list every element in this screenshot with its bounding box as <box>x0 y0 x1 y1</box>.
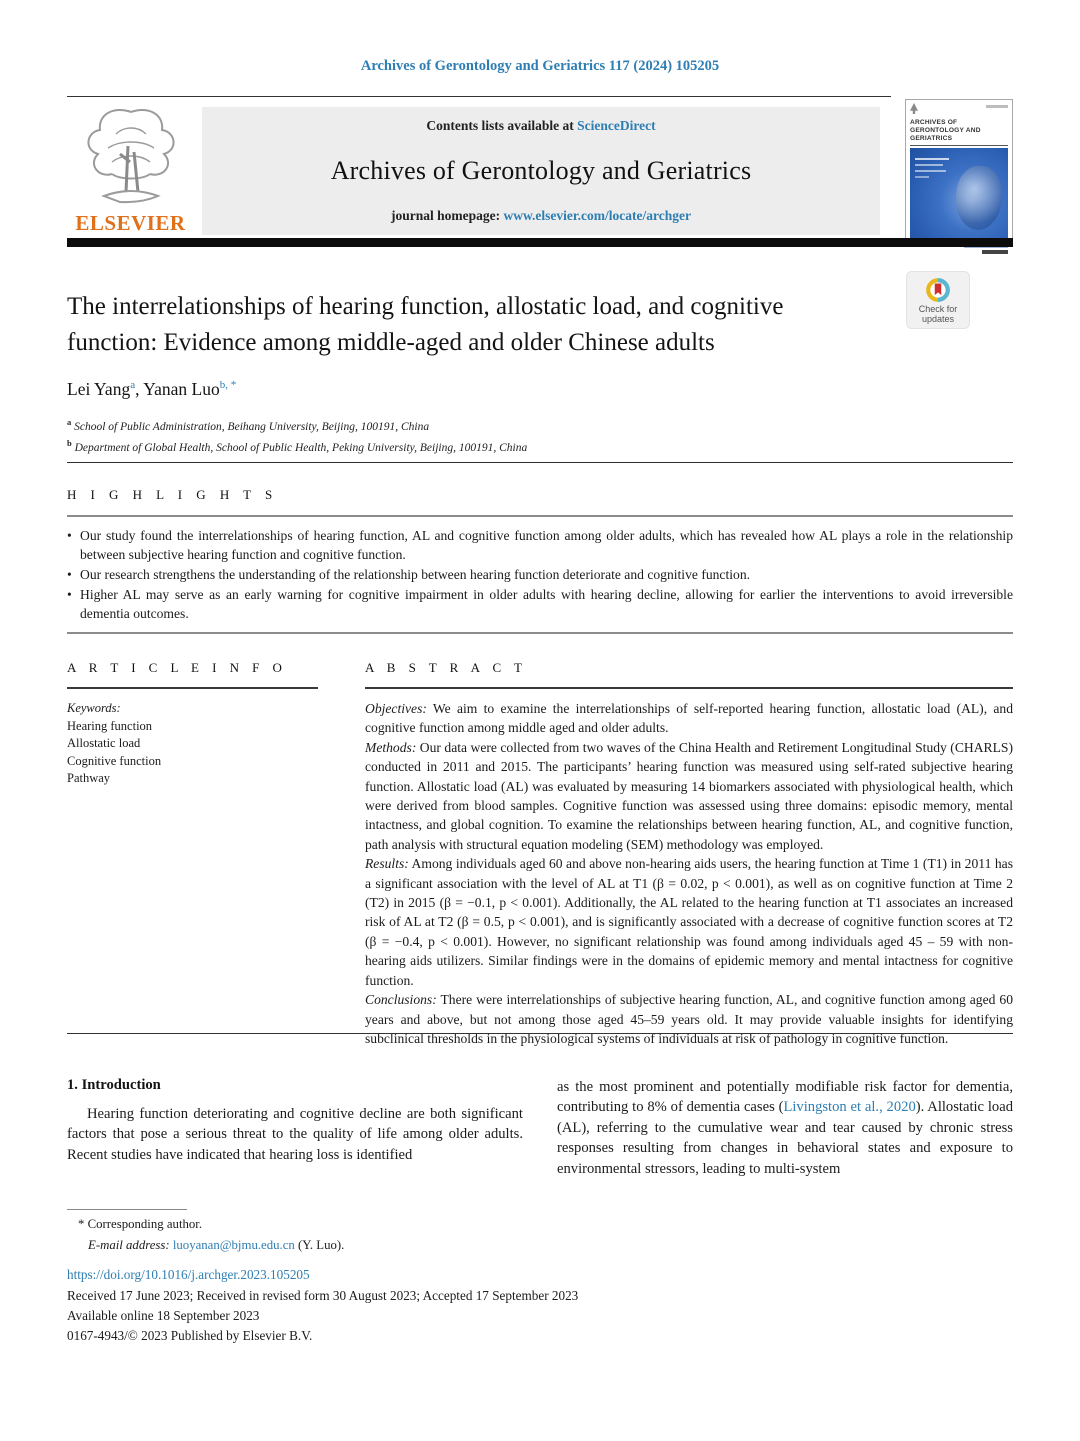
corresponding-author-note: * Corresponding author. <box>78 1217 203 1231</box>
affiliation-b: $^b$ Department of Global Health, School of Public Health, Peking University, Beijing, 100191, China <box>67 438 528 455</box>
author-affiliation-mark[interactable]: b, * <box>219 379 237 392</box>
keywords-block <box>67 700 318 788</box>
email-line: E-mail address: luoyanan@bjmu.edu.cn (Y. Luo). <box>88 1238 345 1252</box>
keyword: Cognitive function <box>67 753 162 768</box>
article-title-line1: The interrelationships of hearing function, allostatic load, and cognitive <box>67 293 784 320</box>
cover-title: ARCHIVES OF GERONTOLOGY AND GERIATRICS <box>910 119 981 142</box>
check-for-updates-badge[interactable] <box>906 271 970 329</box>
abstract-bottom-rule <box>67 1033 1013 1034</box>
cover-art-textline <box>915 170 946 172</box>
email-link[interactable]: luoyanan@bjmu.edu.cn <box>169 1238 295 1252</box>
article-info-heading: A R T I C L E I N F O <box>67 660 287 675</box>
author-name: Yanan Luo <box>143 379 220 399</box>
sciencedirect-link[interactable]: ScienceDirect <box>577 118 656 133</box>
citation-link-livingston-2020[interactable]: Livingston et al., 2020 <box>783 1099 916 1116</box>
doi-link[interactable]: https://doi.org/10.1016/j.archger.2023.105205 <box>67 1267 310 1282</box>
abstract-rule <box>365 687 1013 689</box>
received-dates: Received 17 June 2023; Received in revised form 30 August 2023; Accepted 17 September 2023 <box>67 1288 579 1303</box>
introduction-heading: 1. Introduction <box>67 1077 161 1093</box>
cover-top-row <box>906 100 1012 117</box>
article-title-line2: function: Evidence among middle-aged and older Chinese adults <box>67 329 715 356</box>
keywords-label: Keywords: <box>67 701 121 715</box>
highlight-item: • Our research strengthens the understanding of the relationship between hearing function deteriorate and cognitive function. <box>67 565 1013 584</box>
keyword: Hearing function <box>67 718 153 733</box>
introduction-paragraph: Hearing function deteriorating and cognitive decline are both significant factors that pose a serious threat to the quality of life among older adults. Recent studies have indicated that hearing loss is identified <box>67 1106 523 1163</box>
author-list: Lei Yang$^a$, Yanan Luo$^{b, *}$ <box>67 379 237 399</box>
homepage-prefix: journal homepage: <box>391 208 504 223</box>
cover-art-face <box>956 166 1002 230</box>
introduction-right-column <box>557 1077 1013 1179</box>
affiliations <box>67 414 527 457</box>
cover-artwork <box>910 148 1008 244</box>
elsevier-tree-icon <box>76 104 186 208</box>
cover-art-textline <box>915 176 929 178</box>
highlight-item: • Our study found the interrelationships of hearing function, AL and cognitive function among older adults, which has revealed how AL plays a role in the relationship between subjective hearing function and cognitive function. <box>67 526 1013 564</box>
highlight-item: • Higher AL may serve as an early warning for cognitive impairment in older adults with hearing decline, allowing for earlier the interventions to avoid irreversible dementia outcomes. <box>67 585 1013 623</box>
abstract-objectives: Objectives: We aim to examine the interrelationships of self-reported hearing function, allostatic load (AL), and cognitive function among middle aged and older adults. <box>365 701 1013 736</box>
highlights-top-rule <box>67 515 1013 517</box>
article-info-rule <box>67 687 318 689</box>
available-online-date: Available online 18 September 2023 <box>67 1308 260 1323</box>
abstract-body <box>365 699 1013 1048</box>
homepage-link[interactable]: www.elsevier.com/locate/archger <box>503 208 691 223</box>
journal-title: Archives of Gerontology and Geriatrics <box>330 156 752 185</box>
highlights-bottom-rule <box>67 632 1013 634</box>
footnote-rule <box>67 1209 187 1210</box>
journal-header-box <box>202 107 880 235</box>
journal-reference: Archives of Gerontology and Geriatrics 117 (2024) 105205 <box>360 58 720 74</box>
email-label: E-mail address: <box>88 1238 170 1252</box>
keyword: Allostatic load <box>67 736 141 750</box>
homepage-line <box>391 208 691 224</box>
introduction-left-column <box>67 1104 523 1165</box>
contents-line <box>426 118 655 134</box>
check-for-updates-label: Check for updates <box>918 303 958 324</box>
contents-prefix: Contents lists available at <box>426 118 578 133</box>
affiliation-a: $^a$ School of Public Administration, Beihang University, Beijing, 100191, China <box>67 417 430 433</box>
elsevier-wordmark: ELSEVIER <box>75 211 186 235</box>
cover-tree-icon <box>910 103 918 114</box>
abstract-methods: Methods: Our data were collected from two waves of the China Health and Retirement Longitudinal Study (CHARLS) conducted in 2011 and 2015. The participants’ hearing function was measured using self-rated subjective hearing function. Allostatic load (AL) was evaluated by measuring 14 biomarkers associated with physiological health, which were derived from blood samples. Cognitive function was assessed using three domains: episodic memory, mental intactness, and global cognition. To examine the relationships between hearing function, AL, and cognitive function, path analysis with structural equation modeling (SEM) methodology was employed. <box>365 739 1013 852</box>
header-top-rule <box>67 96 891 97</box>
cover-art-textline <box>915 164 943 166</box>
section-rule <box>67 462 1013 463</box>
introduction-paragraph-continued: as the most prominent and potentially modifiable risk factor for dementia, contributing to 8% of dementia cases (Livingston et al., 2020). Allostatic load (AL), referring to the cumulative wear and tear caused by chronic stress responses resulting from changes in behavioral states and exposure to environmental stressors, leading to multi-system <box>557 1079 1013 1177</box>
header-divider-bar <box>67 238 1013 247</box>
issn-copyright: 0167-4943/© 2023 Published by Elsevier B.V. <box>67 1328 313 1343</box>
journal-cover-thumbnail <box>905 99 1013 243</box>
abstract-results: Results: Among individuals aged 60 and above non-hearing aids users, the hearing function at Time 1 (T1) in 2011 has a significant association with the level of AL at T1 (β = 0.02, p < 0.001), as well as on cognitive function at Time 2 (T2) in 2015 (β = −0.1, p < 0.001). Additionally, the AL related to the hearing function at T1 associates an increased risk of AL at T2 (β = 0.5, p < 0.001), and is significantly associated with a decrease of cognitive function scores at T2 (β = −0.4, p < 0.001). However, no significant relationship was found among individuals aged 45 – 59 with non-hearing aids utilizers. Similar findings were in the domains of epidemic memory and mental intactness for cognitive function. <box>365 856 1013 988</box>
cover-code-mark <box>986 105 1008 108</box>
cover-title-rule <box>910 145 1008 146</box>
abstract-conclusions: Conclusions: There were interrelationships of subjective hearing function, AL, and cognitive function among aged 60 years and above, but not among those aged 45–59 years old. It may provide valuable insights for identifying subclinical thresholds in the physiological systems of individuals at risk of pathology in cognitive function. <box>365 992 1013 1046</box>
article-title <box>67 289 907 361</box>
highlights-heading: H I G H L I G H T S <box>67 487 278 502</box>
elsevier-logo <box>67 104 194 236</box>
abstract-heading: A B S T R A C T <box>365 660 527 675</box>
author-name: Lei Yang <box>67 379 131 399</box>
keyword: Pathway <box>67 771 111 785</box>
cover-footer-logo <box>982 250 1008 254</box>
highlights-list <box>67 526 1013 624</box>
check-for-updates-icon <box>925 277 951 303</box>
cover-art-textline <box>915 158 949 160</box>
author-affiliation-mark[interactable]: a <box>130 379 136 392</box>
